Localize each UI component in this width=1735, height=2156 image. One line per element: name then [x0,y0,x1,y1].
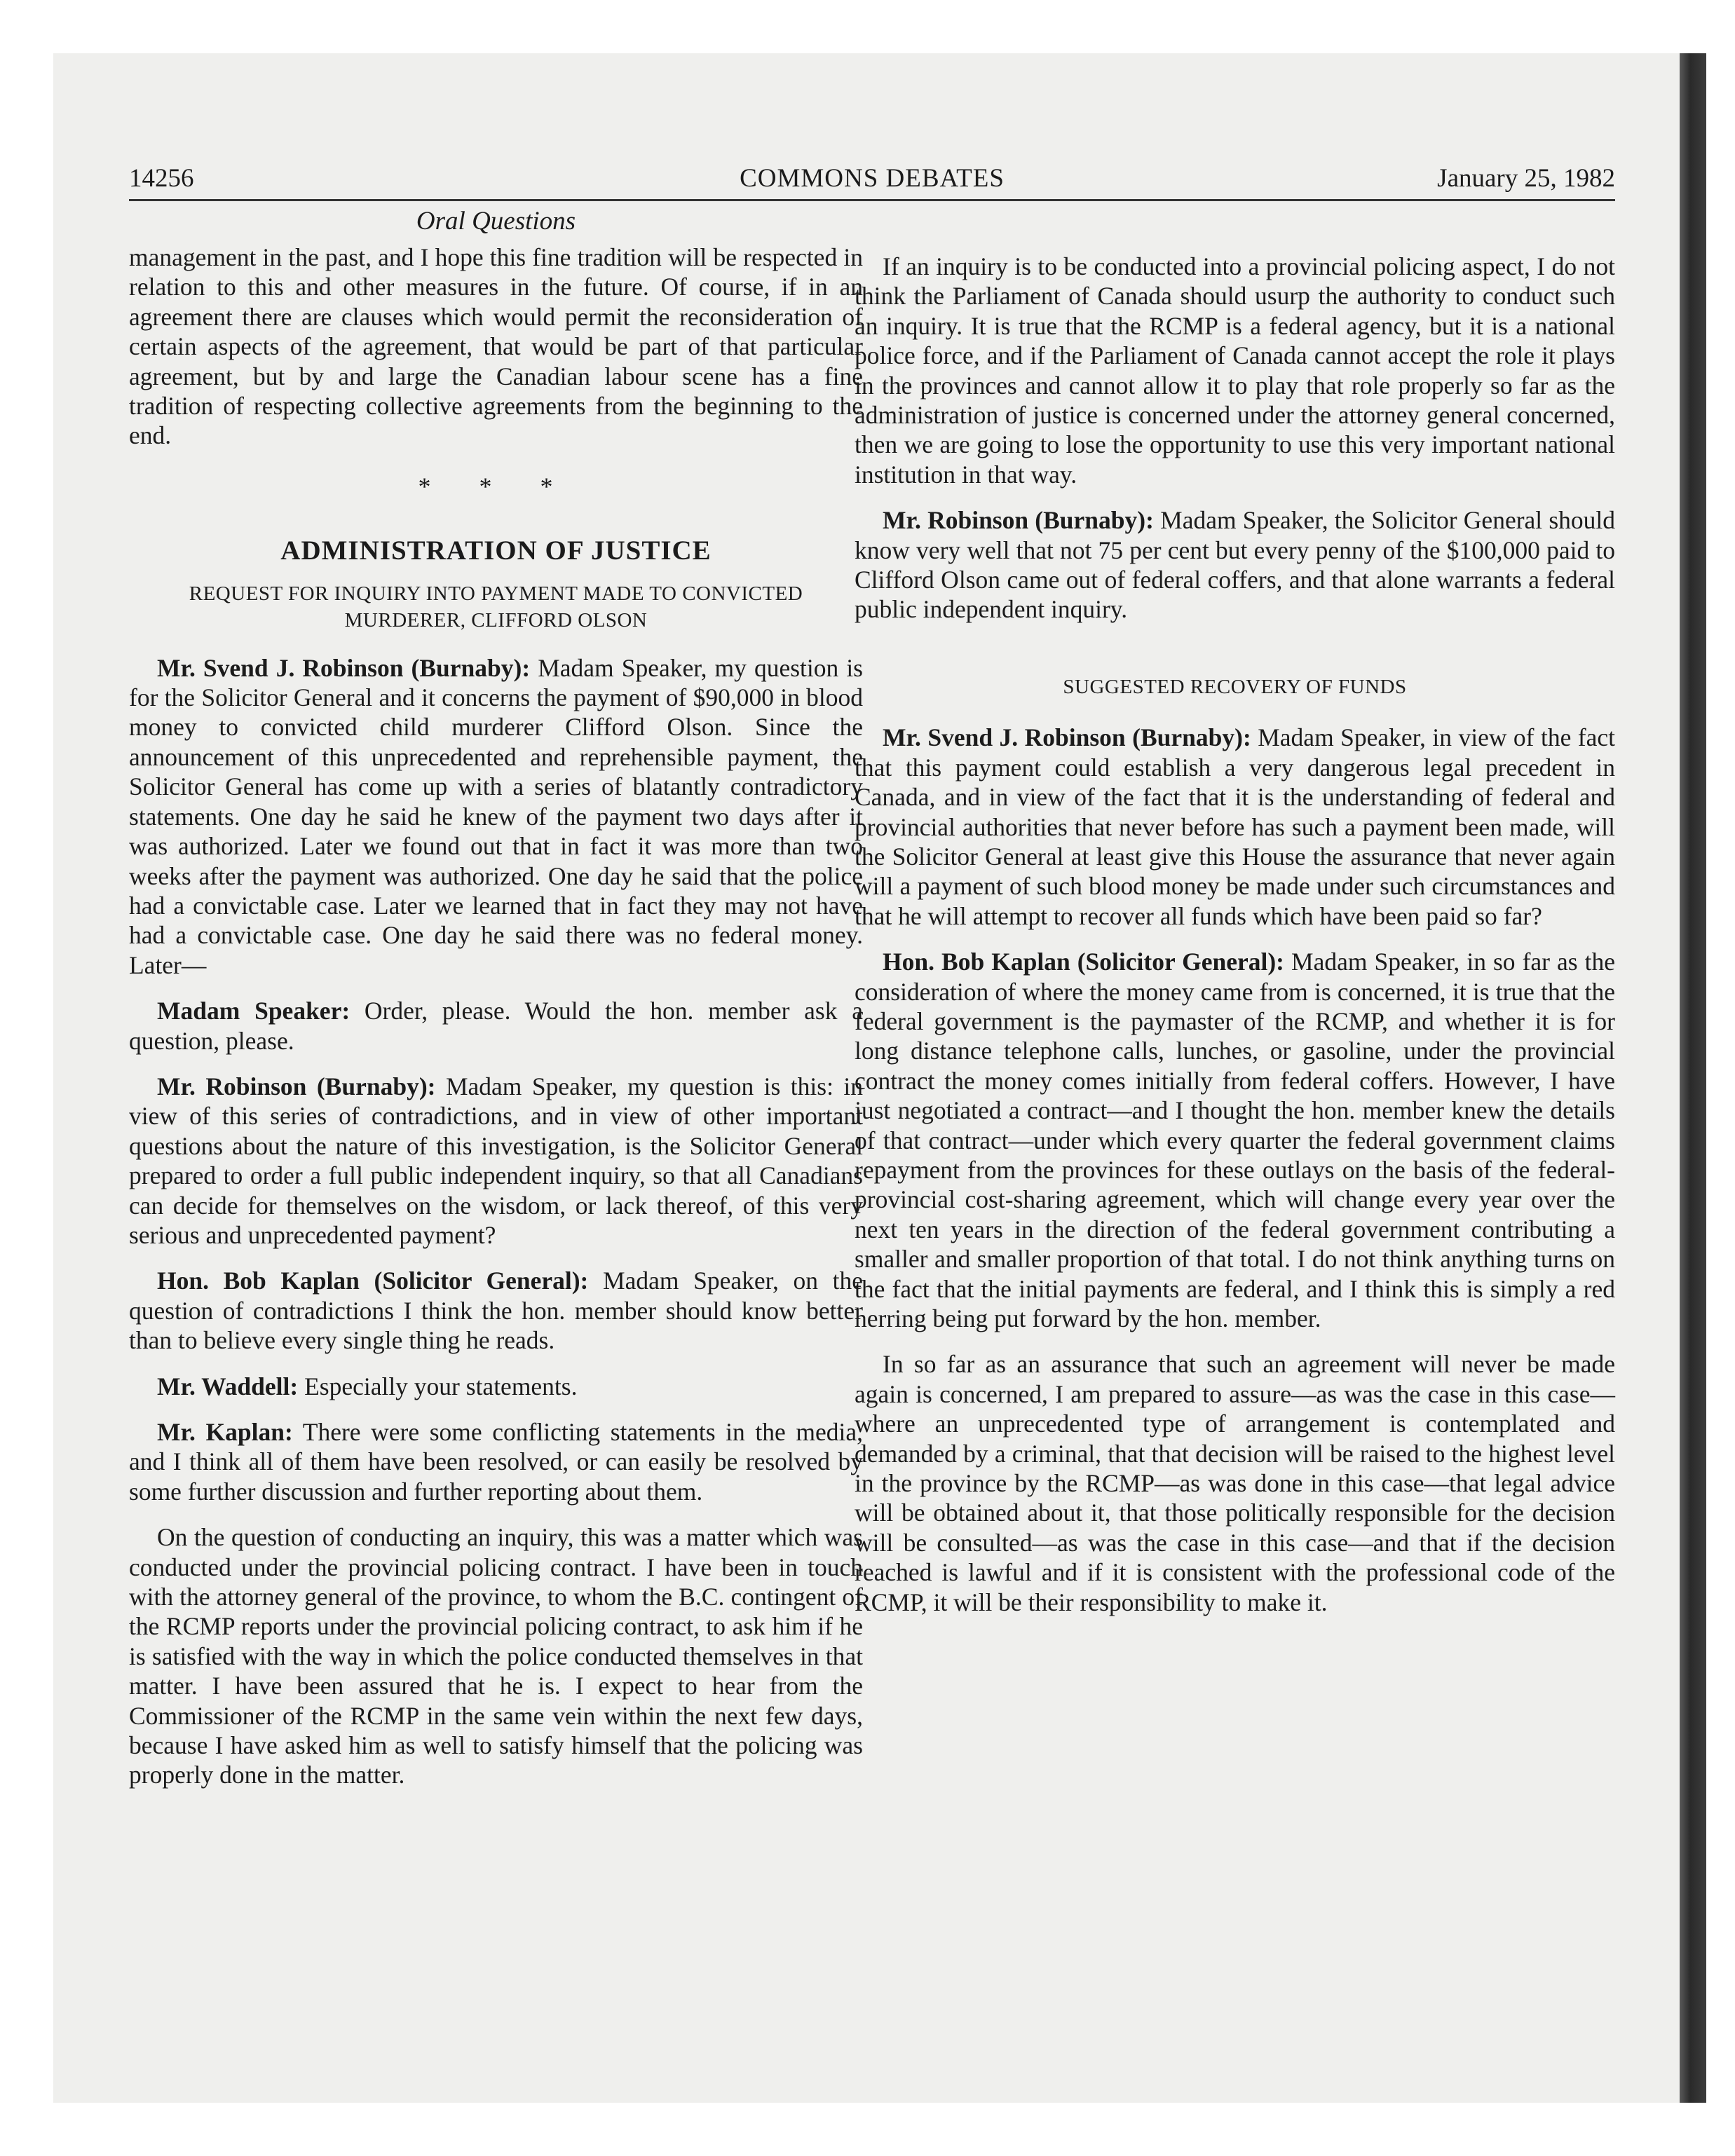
speaker-name: Madam Speaker: [157,997,351,1025]
speech [129,653,863,980]
speech [129,1072,863,1250]
closing-paragraph: In so far as an assurance that such an agreement will never be made again is concerned, I am prepared to assure—as was the case in this case—where an unprecedented type of arrangement is contemplated and demanded by a criminal, that that decision will be raised to the highest level in the province by the RCMP—as was done in this case—that legal advice will be obtained about it, that those politically responsible for the decision will be consulted—as was the case in this case—and that if the decision reached is lawful and if it is consistent with the professional code of the RCMP, it will be their responsibility to make it. [855,1350,1615,1616]
speech-text: Order, please. Would the hon. member ask a question, please. [129,997,863,1055]
closing-paragraph: On the question of conducting an inquiry, this was a matter which was conducted under the provincial policing contract. I have been in touch with the attorney general of the province, to whom the B.C. contingent of the RCMP reports under the provincial policing contract, to ask him if he is satisfied with the way in which the police conducted themselves in that matter. I have been assured that he is. I expect to hear from the Commissioner of the RCMP in the same vein within the next few days, because I have asked him as well to satisfy himself that the policing was properly done in the matter. [129,1523,863,1789]
speaker-name: Hon. Bob Kaplan (Solicitor General): [157,1267,589,1295]
right-column [855,252,1615,1633]
speaker-name: Mr. Waddell: [157,1372,299,1400]
speaker-name: Mr. Robinson (Burnaby): [157,1072,436,1100]
speech [129,1372,863,1401]
section-label: Oral Questions [416,207,576,236]
speech-text: Especially your statements. [304,1372,578,1400]
speech-text: Madam Speaker, on the question of contradictions I think the hon. member should know better than to believe every single thing he reads. [129,1267,864,1355]
section-subheading: REQUEST FOR INQUIRY INTO PAYMENT MADE TO CONVICTED MURDERER, CLIFFORD OLSON [189,582,803,632]
binding-edge [1680,53,1706,2103]
speech-text: Madam Speaker, the Solicitor General should know very well that not 75 per cent but every penny of the $100,000 paid to Clifford Olson came out of federal coffers, and that alone warrants a federal public independent inquiry. [855,506,1616,624]
page-number: 14256 [129,164,194,193]
speech-text: Madam Speaker, in view of the fact that this payment could establish a very dangerous legal precedent in Canada, and in view of the fact that it is the understanding of federal and provincial authorities that never before has such a payment been made, will the Solicitor General at least give this House the assurance that never again will a payment of such blood money be made under such circumstances and that he will attempt to recover all funds which have been paid so far? [855,723,1615,930]
speech [129,1417,863,1506]
speaker-name: Mr. Svend J. Robinson (Burnaby): [883,723,1251,752]
speech [855,505,1615,625]
section-separator: * * * [418,472,574,500]
publication-title: COMMONS DEBATES [740,164,1005,193]
speech [855,947,1615,1333]
speaker-name: Mr. Robinson (Burnaby): [883,506,1154,535]
speech-text: Madam Speaker, my question is this: in view of this series of contradictions, and in view of other important questions about the nature of this investigation, is the Solicitor General prepared to order a full public independent inquiry, so that all Canadians can decide for themselves on the wisdom, or lack thereof, of this very serious and unprecedented payment? [129,1072,864,1249]
page-header [129,158,1615,201]
speech-text: Madam Speaker, my question is for the Solicitor General and it concerns the payment of $90,000 in blood money to convicted child murderer Clifford Olson. Since the announcement of this unprecedented and reprehensible payment, the Solicitor General has come up with a series of blatantly contradictory statements. One day he said he knew of the payment two days after it was authorized. Later we found out that in fact it was more than two weeks after the payment was authorized. One day he said that the police had a convictable case. Later we learned that in fact they may not have had a convictable case. One day he said there was no federal money. Later— [129,653,863,979]
scanned-page [53,53,1685,2103]
speech-text: There were some conflicting statements in the media, and I think all of them have been resolved, or can easily be resolved by some further discussion and further reporting about them. [129,1418,863,1506]
speech [129,996,863,1056]
left-column [129,243,863,1806]
speech-text: Madam Speaker, in so far as the consideration of where the money came from is concerned, it is true that the federal government is the paymaster of the RCMP, and whether it is for long distance telephone calls, lunches, or gasoline, under the provincial contract the money comes initially from federal coffers. However, I have just negotiated a contract—and I thought the hon. member knew the details of that contract—under which every quarter the federal government claims repayment from the provinces for these outlays on the basis of the federal-provincial cost-sharing agreement, which will change every year over the next ten years in the direction of the federal government contributing a smaller and smaller proportion of that total. I do not think anything turns on the fact that the initial payments are federal, and I think this is simply a red herring being put forward by the hon. member. [855,948,1616,1332]
section-heading: ADMINISTRATION OF JUSTICE [280,535,712,566]
intro-paragraph: management in the past, and I hope this fine tradition will be respected in relation to this and other measures in the future. Of course, if in an agreement there are clauses which would permit the reconsideration of certain aspects of the agreement, that would be part of that particular agreement, but by and large the Canadian labour scene has a fine tradition of respecting collective agreements from the beginning to the end. [129,243,863,450]
speech [855,723,1615,931]
speaker-name: Hon. Bob Kaplan (Solicitor General): [883,948,1284,976]
speaker-name: Mr. Svend J. Robinson (Burnaby): [157,653,531,682]
section-subheading: SUGGESTED RECOVERY OF FUNDS [1063,675,1407,698]
page-date: January 25, 1982 [1437,164,1615,193]
speech [129,1266,863,1355]
opening-paragraph: If an inquiry is to be conducted into a provincial policing aspect, I do not think the Parliament of Canada should usurp the authority to conduct such an inquiry. It is true that the RCMP is a federal agency, but it is a national police force, and if the Parliament of Canada cannot accept the role it plays in the provinces and cannot allow it to play that role properly so far as the administration of justice is concerned under the attorney general concerned, then we are going to lose the opportunity to use this very important national institution in that way. [855,252,1615,489]
speaker-name: Mr. Kaplan: [157,1418,293,1446]
